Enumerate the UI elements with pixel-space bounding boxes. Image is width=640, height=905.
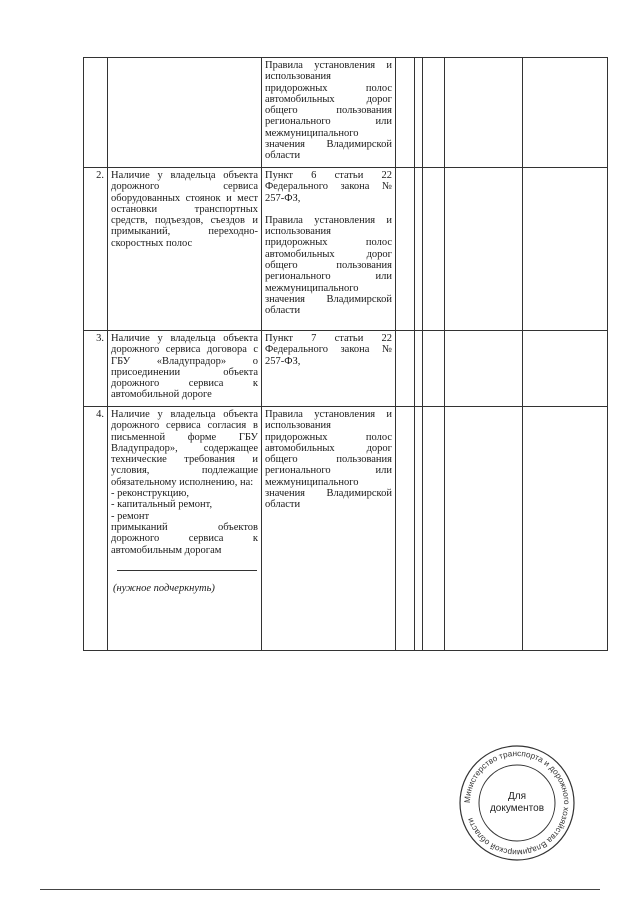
stamp-line: документов (489, 803, 545, 814)
empty-cell (415, 407, 423, 651)
empty-cell (523, 168, 608, 331)
svg-text:Министерство транспорта и доро: Министерство транспорта и дорожного хозяйства Владимирской области (462, 748, 572, 858)
reference-cell (262, 331, 396, 407)
checklist-table (83, 57, 608, 651)
empty-cell (523, 331, 608, 407)
reference-cell (262, 58, 396, 168)
table-row (84, 407, 608, 651)
empty-cell (415, 58, 423, 168)
empty-cell (415, 168, 423, 331)
list-item: - реконструкцию, (111, 488, 190, 500)
empty-cell (445, 168, 523, 331)
empty-cell (523, 58, 608, 168)
empty-cell (396, 168, 415, 331)
empty-cell (445, 407, 523, 651)
stamp-line: Для (507, 791, 527, 802)
requirement-text: Наличие у владельца объекта дорожного сервиса договора с ГБУ «Владупрадор» о присоединении объекта дорожного сервиса к автомобильной дороге (111, 333, 258, 401)
empty-cell (396, 331, 415, 407)
list-item: - капитальный ремонт, (111, 499, 213, 511)
requirement-cell (108, 331, 262, 407)
requirement-text: Наличие у владельца объекта дорожного сервиса оборудованных стоянок и мест остановки транспортных средств, подъездов, съездов и примыканий, переходно-скоростных полос (111, 170, 258, 249)
stamp-center-text (458, 744, 576, 862)
empty-cell (396, 407, 415, 651)
reference-text: Правила установления и использования придорожных полос автомобильных дорог общего пользования регионального или межмуниципального значения Владимирской области (265, 60, 392, 162)
empty-cell (423, 331, 445, 407)
empty-cell (396, 58, 415, 168)
empty-cell (423, 58, 445, 168)
stamp-seal (458, 744, 576, 862)
table-row (84, 58, 608, 168)
page-bottom-rule (40, 889, 600, 890)
reference-cell (262, 168, 396, 331)
reference-text: Пункт 7 статьи 22 Федерального закона № 257-ФЗ, (265, 333, 392, 367)
requirement-text: Наличие у владельца объекта дорожного сервиса согласия в письменной форме ГБУ Владупрадор», содержащее технические требования и условия, подлежащие обязательному исполнению, на: (111, 409, 258, 488)
underline-field (117, 570, 257, 571)
empty-cell (445, 331, 523, 407)
table-row (84, 331, 608, 407)
requirement-cell (108, 168, 262, 331)
empty-cell (445, 58, 523, 168)
requirement-text: примыканий объектов дорожного сервиса к автомобильным дорогам (111, 521, 258, 556)
note-text: (нужное подчеркнуть) (113, 582, 215, 594)
row-number (84, 58, 108, 168)
row-number: 2. (84, 168, 108, 331)
list-item: - ремонт (111, 510, 150, 522)
reference-cell (262, 407, 396, 651)
reference-text: Пункт 6 статьи 22 Федерального закона № 257-ФЗ, (265, 170, 392, 204)
empty-cell (423, 168, 445, 331)
empty-cell (523, 407, 608, 651)
reference-text: Правила установления и использования придорожных полос автомобильных дорог общего пользования регионального или межмуниципального значения Владимирской области (265, 409, 392, 511)
table-row (84, 168, 608, 331)
requirement-cell (108, 407, 262, 651)
row-number: 3. (84, 331, 108, 407)
requirement-cell (108, 58, 262, 168)
empty-cell (423, 407, 445, 651)
empty-cell (415, 331, 423, 407)
row-number: 4. (84, 407, 108, 651)
reference-text: Правила установления и использования придорожных полос автомобильных дорог общего пользования регионального или межмуниципального значения Владимирской области (265, 214, 392, 317)
